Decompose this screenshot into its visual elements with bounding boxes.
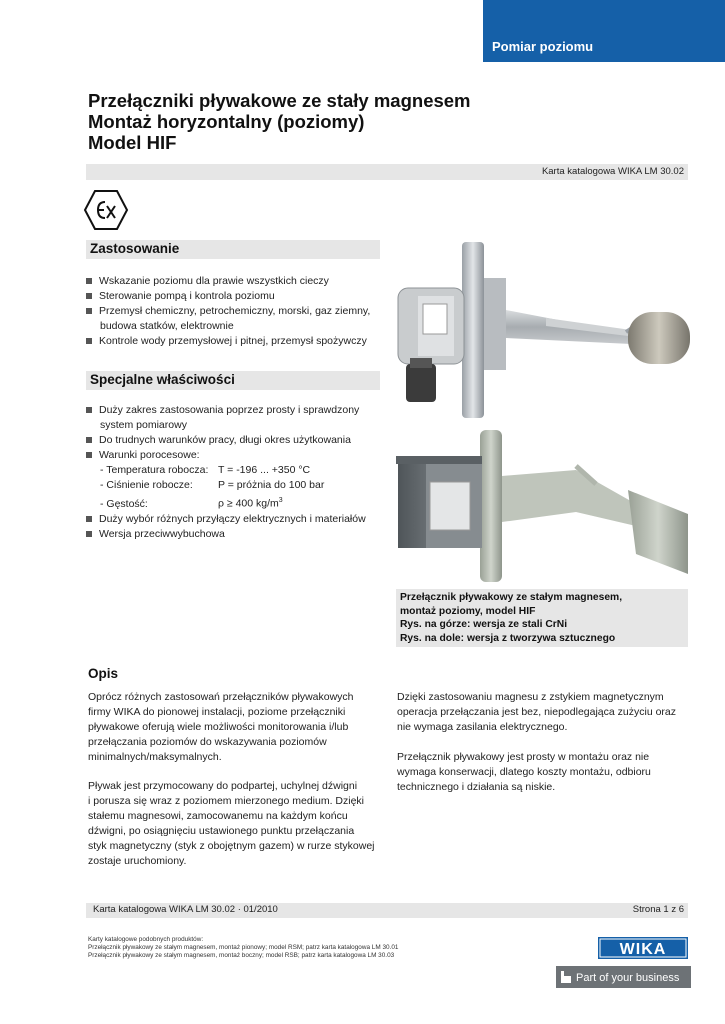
caption-line: Przełącznik pływakowy ze stałym magnesem, bbox=[400, 592, 623, 603]
caption-line: montaż poziomy, model HIF bbox=[400, 605, 536, 617]
zastosowanie-list bbox=[86, 274, 386, 349]
wika-logo bbox=[598, 937, 688, 959]
text-line: stałemu magnesowi, zamocowanemu na każdym końcu bbox=[88, 810, 348, 822]
related-products bbox=[88, 936, 398, 960]
opis-right-paragraph-1 bbox=[397, 690, 676, 735]
condition-value: ρ ≥ 400 kg/m bbox=[218, 497, 279, 510]
list-item: Duży zakres zastosowania poprzez prosty i sprawdzony bbox=[86, 403, 386, 418]
tagline-text: Part of your business bbox=[576, 972, 680, 984]
section-title-opis: Opis bbox=[88, 666, 119, 681]
ex-hexagon-icon bbox=[83, 189, 129, 231]
condition-row bbox=[86, 463, 386, 478]
condition-value: T = -196 ... +350 °C bbox=[218, 464, 311, 476]
condition-key: - Gęstość: bbox=[100, 497, 148, 510]
wlasciwosci-list bbox=[86, 403, 386, 542]
product-photo-steel bbox=[396, 240, 701, 422]
text-line: i porusza się wraz z poziomem mierzonego medium. Dzięki bbox=[88, 795, 365, 807]
photo-caption bbox=[396, 589, 688, 647]
section-title: Specjalne właściwości bbox=[90, 372, 235, 387]
superscript: 3 bbox=[278, 497, 283, 504]
text-line: firmy WIKA do pionowej instalacji, poziome przełączniki bbox=[88, 706, 346, 718]
condition-row bbox=[86, 493, 386, 512]
condition-key: - Ciśnienie robocze: bbox=[100, 479, 193, 491]
text-line: operacja przełączania jest bez, niepodlegająca zużyciu oraz bbox=[397, 706, 676, 718]
text-line: minimalnych/maksymalnych. bbox=[88, 751, 222, 763]
related-line: Karty katalogowe podobnych produktów: bbox=[88, 936, 204, 943]
opis-left-paragraph-2 bbox=[88, 779, 375, 869]
category-tag-label: Pomiar poziomu bbox=[492, 39, 594, 54]
page-title bbox=[88, 90, 588, 153]
text-line: styk magnetyczny (styk z obojętnym gazem) w rurze stykowej bbox=[88, 840, 375, 852]
list-item-continuation: system pomiarowy bbox=[100, 419, 187, 431]
opis-right-paragraph-2 bbox=[397, 750, 651, 795]
product-photo-plastic bbox=[396, 426, 701, 586]
list-item: Przemysł chemiczny, petrochemiczny, morski, gaz ziemny, bbox=[86, 304, 386, 319]
list-item: Kontrole wody przemysłowej i pitnej, przemysł spożywczy bbox=[86, 334, 386, 349]
text-line: Dzięki zastosowaniu magnesu z zstykiem magnetycznym bbox=[397, 691, 664, 703]
list-item-continuation: budowa statków, elektrownie bbox=[100, 320, 234, 332]
list-item: Sterowanie pompą i kontrola poziomu bbox=[86, 289, 386, 304]
text-line: dźwigni, po osiągnięciu ustawionego punktu przełączania bbox=[88, 825, 355, 837]
related-line: Przełącznik pływakowy ze stałym magnesem, montaż pionowy; model RSM; patrz karta katalogowa LM 30.01 bbox=[88, 944, 399, 951]
title-line: Przełączniki pływakowe ze stały magnesem bbox=[88, 90, 471, 111]
text-line: Pływak jest przymocowany do podpartej, uchylnej dźwigni bbox=[88, 780, 358, 792]
catalog-ref: Karta katalogowa WIKA LM 30.02 bbox=[541, 166, 684, 177]
page-number: Strona 1 z 6 bbox=[632, 904, 684, 915]
section-title: Zastosowanie bbox=[90, 241, 180, 256]
caption-line: Rys. na dole: wersja z tworzywa sztucznego bbox=[400, 632, 616, 644]
opis-left-paragraph-1 bbox=[88, 690, 354, 765]
category-tag bbox=[483, 0, 725, 62]
list-item: Duży wybór różnych przyłączy elektrycznych i materiałów bbox=[86, 512, 386, 527]
list-item: Wersja przeciwwybuchowa bbox=[86, 527, 386, 542]
list-item: Warunki porocesowe: bbox=[86, 448, 386, 463]
text-line: pływakowe oferują wiele możliwości monitorowania i/lub bbox=[88, 721, 349, 733]
related-line: Przełącznik pływakowy ze stałym magnesem, montaż boczny; model RSB; patrz karta katalogowa LM 30.03 bbox=[88, 952, 395, 959]
text-line: nie wymaga zasilania elektrycznego. bbox=[397, 721, 568, 733]
footer-catalog-date: Karta katalogowa WIKA LM 30.02 · 01/2010 bbox=[93, 904, 278, 915]
text-line: Przełącznik pływakowy jest prosty w montażu oraz nie bbox=[397, 751, 650, 763]
text-line: technicznego i działania są niskie. bbox=[397, 781, 556, 793]
tagline-banner bbox=[556, 966, 691, 988]
catalog-bar bbox=[86, 164, 688, 180]
text-line: wymaga konserwacji, dlatego koszty montażu, odbioru bbox=[397, 766, 651, 778]
section-header-zastosowanie bbox=[86, 240, 380, 259]
text-line: Oprócz różnych zastosowań przełączników pływakowych bbox=[88, 691, 354, 703]
condition-value: P = próżnia do 100 bar bbox=[218, 479, 325, 491]
text-line: przełączania poziomów do wskazywania poziomów bbox=[88, 736, 327, 748]
section-header-wlasciwosci bbox=[86, 371, 380, 390]
list-item: Wskazanie poziomu dla prawie wszystkich cieczy bbox=[86, 274, 386, 289]
footer-bar bbox=[86, 903, 688, 918]
list-item: Do trudnych warunków pracy, długi okres użytkowania bbox=[86, 433, 386, 448]
condition-key: - Temperatura robocza: bbox=[100, 464, 209, 476]
caption-line: Rys. na górze: wersja ze stali CrNi bbox=[400, 619, 568, 630]
wika-logo-text: WIKA bbox=[619, 941, 667, 958]
text-line: zostaje uruchomiony. bbox=[88, 855, 187, 867]
title-line: Model HIF bbox=[88, 132, 177, 153]
title-line: Montaż horyzontalny (poziomy) bbox=[88, 111, 365, 132]
condition-row bbox=[86, 478, 386, 493]
